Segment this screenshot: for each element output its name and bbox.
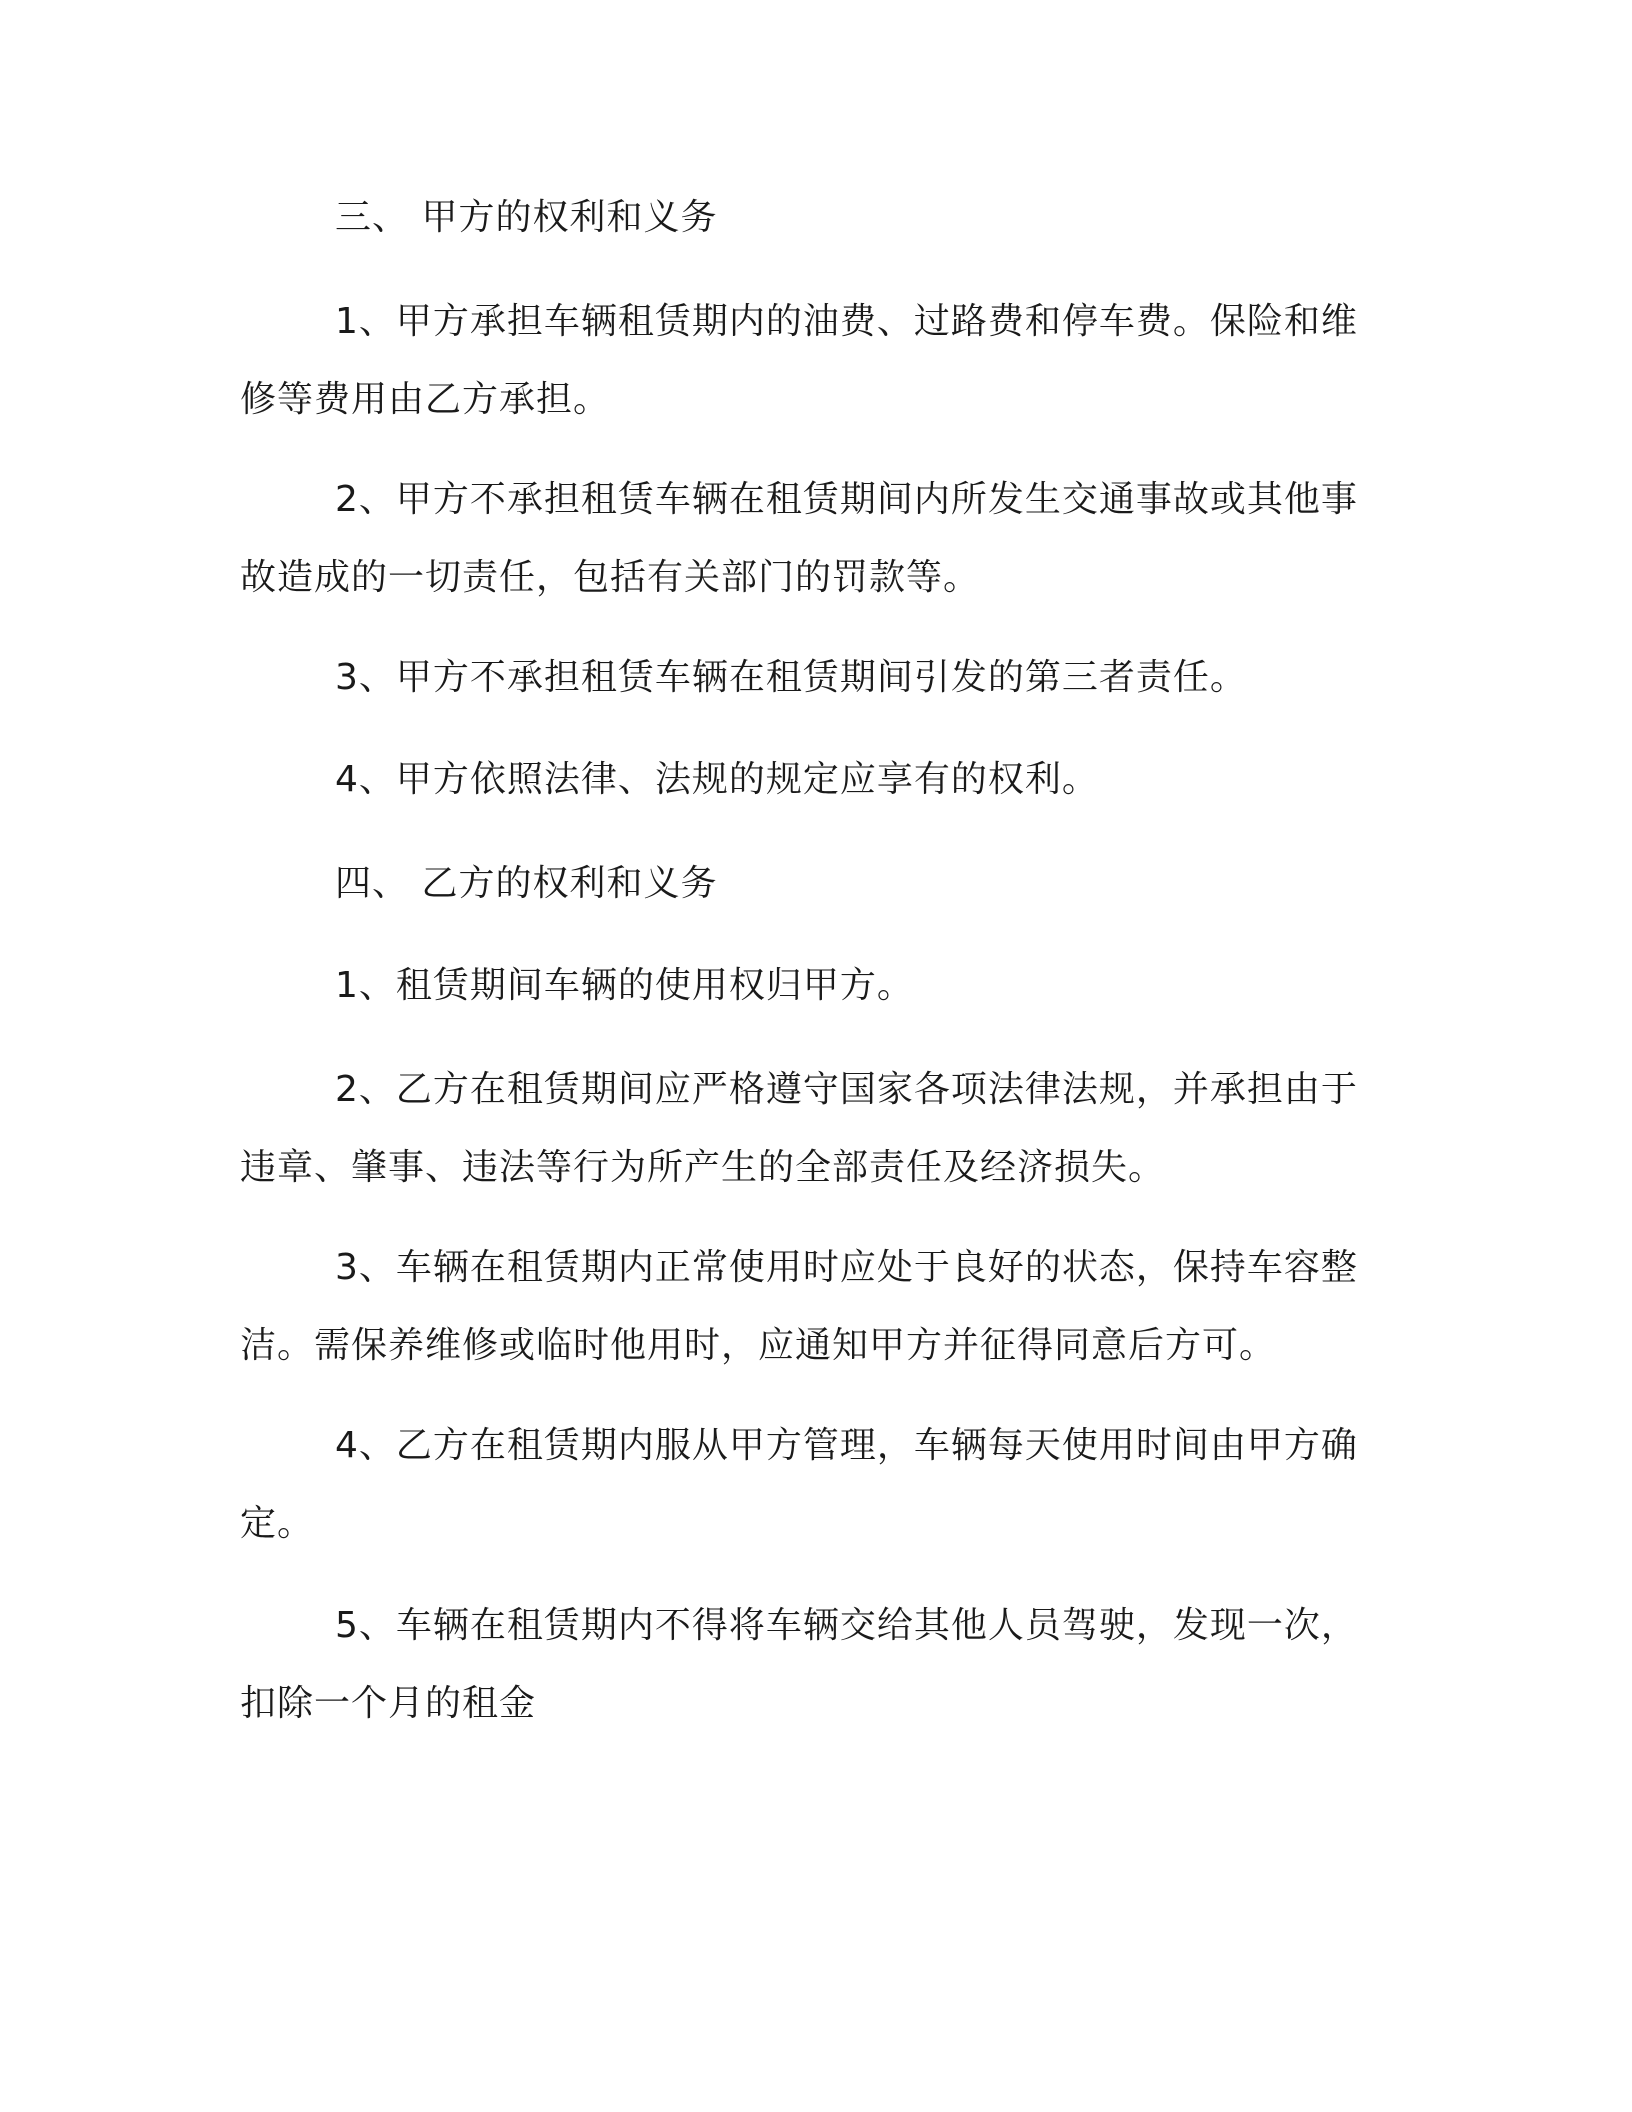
- clause-4-5-line-2: 扣除一个月的租金: [240, 1683, 537, 1724]
- clause-4-3-line-2: 洁。需保养维修或临时他用时，应通知甲方并征得同意后方可。: [240, 1325, 1277, 1366]
- section-heading-3: 三、 甲方的权利和义务: [335, 197, 718, 238]
- clause-3-2-line-2: 故造成的一切责任，包括有关部门的罚款等。: [240, 557, 981, 598]
- clause-3-3: 3、甲方不承担租赁车辆在租赁期间引发的第三者责任。: [335, 657, 1247, 698]
- clause-4-2-line-2: 违章、肇事、违法等行为所产生的全部责任及经济损失。: [240, 1147, 1166, 1188]
- clause-3-4: 4、甲方依照法律、法规的规定应享有的权利。: [335, 759, 1099, 800]
- clause-4-1: 1、租赁期间车辆的使用权归甲方。: [335, 965, 914, 1006]
- section-heading-4: 四、 乙方的权利和义务: [335, 863, 718, 904]
- clause-4-4-line-1: 4、乙方在租赁期内服从甲方管理，车辆每天使用时间由甲方确: [335, 1425, 1358, 1466]
- clause-4-4-line-2: 定。: [240, 1503, 315, 1544]
- clause-3-2-line-1: 2、甲方不承担租赁车辆在租赁期间内所发生交通事故或其他事: [335, 479, 1358, 520]
- clause-4-5-line-1: 5、车辆在租赁期内不得将车辆交给其他人员驾驶，发现一次，: [335, 1605, 1358, 1646]
- clause-3-1-line-1: 1、甲方承担车辆租赁期内的油费、过路费和停车费。保险和维: [335, 301, 1358, 342]
- clause-4-2-line-1: 2、乙方在租赁期间应严格遵守国家各项法律法规，并承担由于: [335, 1069, 1358, 1110]
- clause-4-3-line-1: 3、车辆在租赁期内正常使用时应处于良好的状态，保持车容整: [335, 1247, 1358, 1288]
- clause-3-1-line-2: 修等费用由乙方承担。: [240, 379, 611, 420]
